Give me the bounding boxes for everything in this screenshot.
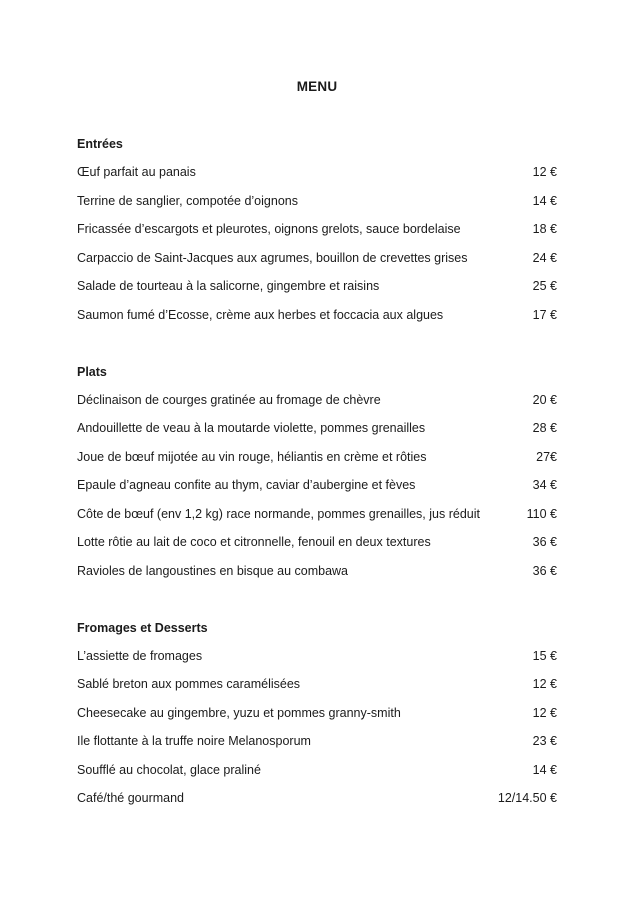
item-name: Epaule d’agneau confite au thym, caviar d’aubergine et fèves <box>77 478 416 493</box>
item-name: Ravioles de langoustines en bisque au combawa <box>77 563 349 578</box>
item-name: Andouillette de veau à la moutarde violette, pommes grenailles <box>77 421 426 436</box>
item-name: Soufflé au chocolat, glace praliné <box>77 762 261 777</box>
menu-item-row <box>77 187 557 215</box>
section-heading: Plats <box>77 364 107 379</box>
item-price: 12 € <box>532 165 557 180</box>
menu-sections <box>77 130 557 813</box>
section-heading: Entrées <box>77 136 123 151</box>
item-name: Côte de bœuf (env 1,2 kg) race normande, pommes grenailles, jus réduit <box>77 506 480 521</box>
menu-item-row <box>77 699 557 727</box>
menu-item-row <box>77 272 557 300</box>
item-price: 25 € <box>532 279 557 294</box>
menu-item-row <box>77 528 557 556</box>
section-items <box>77 386 557 585</box>
item-price: 28 € <box>532 421 557 436</box>
menu-item-row <box>77 756 557 784</box>
menu-item-row <box>77 414 557 442</box>
menu-item-row <box>77 244 557 272</box>
menu-item-row <box>77 642 557 670</box>
item-price: 110 € <box>526 506 557 521</box>
menu-item-row <box>77 500 557 528</box>
item-name: Ile flottante à la truffe noire Melanosporum <box>77 734 311 749</box>
item-name: Terrine de sanglier, compotée d’oignons <box>77 193 298 208</box>
item-price: 14 € <box>532 193 557 208</box>
item-name: Café/thé gourmand <box>77 791 185 806</box>
item-name: Déclinaison de courges gratinée au fromage de chèvre <box>77 392 381 407</box>
menu-item-row <box>77 443 557 471</box>
item-price: 34 € <box>532 478 557 493</box>
item-price: 17 € <box>532 307 557 322</box>
item-name: Carpaccio de Saint-Jacques aux agrumes, bouillon de crevettes grises <box>77 250 468 265</box>
section-heading: Fromages et Desserts <box>77 620 208 635</box>
item-name: Lotte rôtie au lait de coco et citronnelle, fenouil en deux textures <box>77 535 431 550</box>
menu-item-row <box>77 158 557 186</box>
menu-section <box>77 130 557 329</box>
menu-item-row <box>77 784 557 812</box>
menu-section <box>77 614 557 813</box>
item-price: 18 € <box>532 222 557 237</box>
item-name: Sablé breton aux pommes caramélisées <box>77 677 301 692</box>
item-price: 14 € <box>532 762 557 777</box>
item-price: 15 € <box>532 649 557 664</box>
item-price: 12 € <box>532 677 557 692</box>
page-title: MENU <box>296 79 338 94</box>
menu-item-row <box>77 386 557 414</box>
menu-item-row <box>77 471 557 499</box>
item-name: Salade de tourteau à la salicorne, gingembre et raisins <box>77 279 380 294</box>
menu-item-row <box>77 557 557 585</box>
item-name: Œuf parfait au panais <box>77 165 196 180</box>
item-name: Saumon fumé d’Ecosse, crème aux herbes et foccacia aux algues <box>77 307 444 322</box>
menu-item-row <box>77 670 557 698</box>
item-price: 36 € <box>532 563 557 578</box>
item-price: 24 € <box>532 250 557 265</box>
menu-section <box>77 358 557 586</box>
item-price: 36 € <box>532 535 557 550</box>
menu-item-row <box>77 727 557 755</box>
section-items <box>77 158 557 329</box>
item-name: L’assiette de fromages <box>77 649 203 664</box>
item-name: Joue de bœuf mijotée au vin rouge, héliantis en crème et rôties <box>77 449 427 464</box>
item-price: 27€ <box>536 449 557 464</box>
item-price: 20 € <box>532 392 557 407</box>
item-price: 23 € <box>532 734 557 749</box>
section-items <box>77 642 557 813</box>
item-name: Cheesecake au gingembre, yuzu et pommes granny-smith <box>77 705 401 720</box>
item-price: 12 € <box>532 705 557 720</box>
menu-item-row <box>77 215 557 243</box>
item-price: 12/14.50 € <box>497 791 557 806</box>
item-name: Fricassée d’escargots et pleurotes, oignons grelots, sauce bordelaise <box>77 222 461 237</box>
menu-item-row <box>77 301 557 329</box>
